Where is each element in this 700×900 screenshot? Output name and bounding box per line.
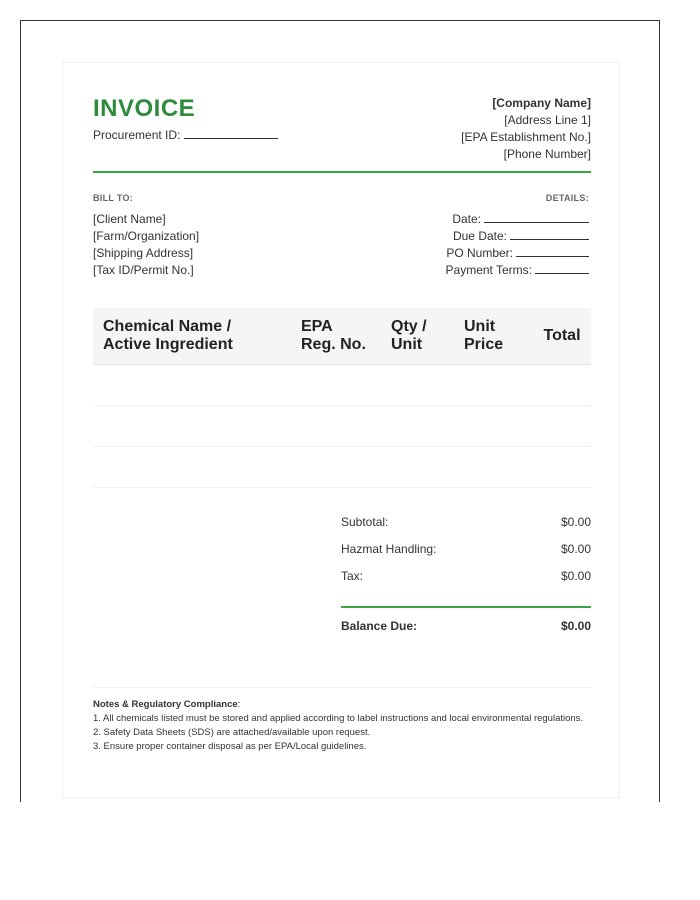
table-row — [93, 365, 591, 406]
date-row — [446, 211, 589, 228]
header-total: Total — [533, 308, 591, 365]
date-label: Date: — [452, 212, 481, 226]
due-date-blank — [510, 228, 589, 240]
header-qty-unit: Qty / Unit — [381, 308, 454, 365]
bill-to-label: BILL TO: — [93, 193, 134, 203]
details-block — [446, 211, 589, 279]
table-header-row — [93, 308, 591, 365]
company-epa-no: [EPA Establishment No.] — [461, 130, 591, 144]
line-items-table — [93, 308, 591, 488]
po-number-label: PO Number: — [446, 246, 513, 260]
date-blank — [484, 211, 589, 223]
note-item-1: 1. All chemicals listed must be stored and applied according to label instructions and local environmental regulations. — [93, 713, 584, 724]
header-epa-reg-no: EPA Reg. No. — [291, 308, 381, 365]
notes-title: Notes & Regulatory Compliance — [93, 699, 238, 710]
balance-due-row — [341, 619, 591, 633]
header-unit-price: Unit Price — [454, 308, 533, 365]
balance-due-label: Balance Due: — [341, 619, 418, 633]
invoice-header — [93, 95, 591, 173]
totals-block — [341, 515, 591, 633]
client-name: [Client Name] — [93, 212, 166, 226]
table-row — [93, 447, 591, 488]
po-number-row — [446, 245, 589, 262]
invoice-document — [62, 62, 620, 798]
tax-value: $0.00 — [560, 569, 591, 583]
tax-label: Tax: — [341, 569, 364, 583]
due-date-label: Due Date: — [452, 229, 507, 243]
po-number-blank — [516, 245, 589, 257]
due-date-row — [446, 228, 589, 245]
procurement-id-label: Procurement ID: — [93, 128, 181, 142]
subtotal-row — [341, 515, 591, 542]
procurement-id-blank — [184, 127, 278, 139]
table-row — [93, 406, 591, 447]
header-chemical-name: Chemical Name / Active Ingredient — [93, 308, 291, 365]
tax-id-permit: [Tax ID/Permit No.] — [93, 263, 194, 277]
totals-divider — [341, 606, 591, 608]
company-phone: [Phone Number] — [503, 147, 591, 161]
subtotal-value: $0.00 — [560, 515, 591, 529]
farm-organization: [Farm/Organization] — [93, 229, 200, 243]
balance-due-value: $0.00 — [560, 619, 591, 633]
shipping-address: [Shipping Address] — [93, 246, 194, 260]
details-label: DETAILS: — [545, 193, 589, 203]
tax-row — [341, 569, 591, 596]
procurement-id-row — [93, 127, 278, 142]
note-item-3: 3. Ensure proper container disposal as per EPA/Local guidelines. — [93, 741, 367, 752]
invoice-title: INVOICE — [93, 95, 196, 122]
payment-terms-label: Payment Terms: — [445, 263, 532, 277]
company-name: [Company Name] — [492, 96, 591, 110]
notes-title-colon: : — [237, 699, 241, 710]
company-block — [461, 95, 591, 163]
bill-to-block — [93, 211, 199, 279]
notes-section — [93, 687, 591, 754]
note-item-2: 2. Safety Data Sheets (SDS) are attached/available upon request. — [93, 727, 371, 738]
hazmat-value: $0.00 — [560, 542, 591, 556]
hazmat-label: Hazmat Handling: — [341, 542, 437, 556]
subtotal-label: Subtotal: — [341, 515, 389, 529]
notes-heading — [93, 698, 591, 712]
hazmat-row — [341, 542, 591, 569]
payment-terms-row — [446, 262, 589, 279]
company-address: [Address Line 1] — [504, 113, 591, 127]
payment-terms-blank — [535, 262, 589, 274]
